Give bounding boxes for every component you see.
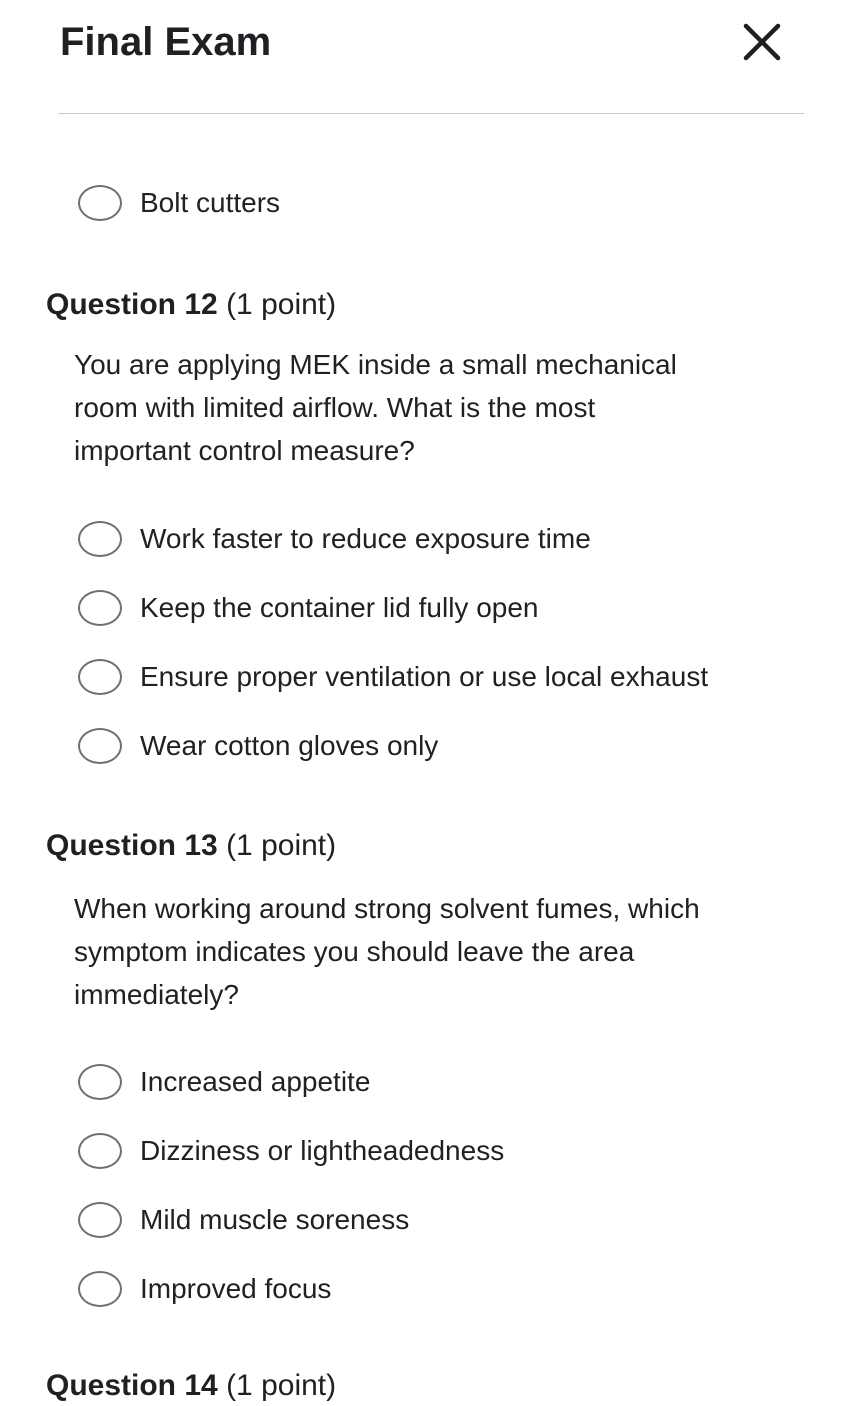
dialog-header: [0, 0, 862, 115]
answer-option[interactable]: [78, 1057, 370, 1107]
question-points: (1 point): [226, 288, 337, 321]
answer-option[interactable]: [78, 583, 539, 633]
header-divider: [58, 113, 804, 114]
question-text-line: important control measure?: [74, 435, 415, 466]
radio-button[interactable]: [78, 185, 122, 221]
option-label: Improved focus: [140, 1273, 332, 1304]
question-text-line: When working around strong solvent fumes, which: [74, 893, 700, 924]
question-heading: [46, 1366, 336, 1406]
close-icon: [738, 18, 786, 66]
answer-option[interactable]: [78, 1126, 504, 1176]
question-heading: [46, 285, 336, 325]
question-number: Question 13: [46, 829, 218, 862]
answer-option[interactable]: [78, 652, 708, 702]
question-heading: [46, 826, 336, 866]
answer-option[interactable]: [78, 178, 280, 228]
option-label: Bolt cutters: [140, 187, 281, 218]
close-button[interactable]: [738, 18, 786, 66]
radio-button[interactable]: [78, 1202, 122, 1238]
radio-button[interactable]: [78, 590, 122, 626]
question-text-line: immediately?: [74, 979, 239, 1010]
question-number: Question 14: [46, 1369, 218, 1402]
option-label: Mild muscle soreness: [140, 1204, 410, 1235]
question-text: [74, 343, 814, 472]
option-label: Work faster to reduce exposure time: [140, 523, 591, 554]
question-text-line: symptom indicates you should leave the area: [74, 936, 635, 967]
question-points: (1 point): [226, 829, 337, 862]
radio-button[interactable]: [78, 1133, 122, 1169]
radio-button[interactable]: [78, 521, 122, 557]
option-label: Wear cotton gloves only: [140, 730, 439, 761]
option-label: Keep the container lid fully open: [140, 592, 539, 623]
option-label: Increased appetite: [140, 1066, 371, 1097]
question-text-line: room with limited airflow. What is the most: [74, 392, 596, 423]
radio-button[interactable]: [78, 1064, 122, 1100]
page-title: Final Exam: [60, 20, 272, 64]
question-number: Question 12: [46, 288, 218, 321]
answer-option[interactable]: [78, 1264, 331, 1314]
question-text-line: You are applying MEK inside a small mechanical: [74, 349, 677, 380]
option-label: Dizziness or lightheadedness: [140, 1135, 505, 1166]
radio-button[interactable]: [78, 1271, 122, 1307]
radio-button[interactable]: [78, 728, 122, 764]
question-text: [74, 887, 814, 1016]
answer-option[interactable]: [78, 514, 591, 564]
question-points: (1 point): [226, 1369, 337, 1402]
answer-option[interactable]: [78, 721, 438, 771]
radio-button[interactable]: [78, 659, 122, 695]
option-label: Ensure proper ventilation or use local exhaust: [140, 661, 709, 692]
answer-option[interactable]: [78, 1195, 409, 1245]
